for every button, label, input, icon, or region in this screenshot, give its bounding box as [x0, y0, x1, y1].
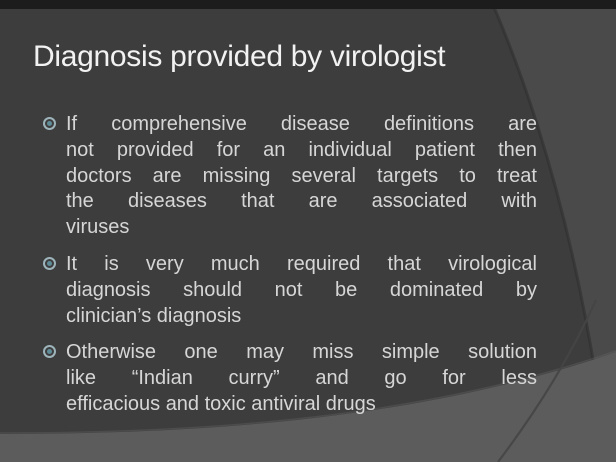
- bullet-line: Otherwise one may miss simple solution: [66, 341, 537, 364]
- bullet-list: [43, 112, 537, 429]
- bullet-line: doctors are missing several targets to treat: [66, 164, 537, 187]
- bullet-item: [43, 340, 537, 417]
- bullet-line: like “Indian curry” and go for less: [66, 367, 537, 390]
- bullet-line: the diseases that are associated with: [66, 190, 537, 213]
- bullet-line: viruses: [66, 216, 130, 239]
- bullet-circle-icon: [43, 257, 56, 270]
- bullet-dot-icon: [47, 121, 52, 126]
- bullet-line: not provided for an individual patient then: [66, 138, 537, 161]
- slide-title: Diagnosis provided by virologist: [33, 40, 446, 73]
- bullet-line: It is very much required that virological: [66, 252, 537, 275]
- bullet-line: If comprehensive disease definitions are: [66, 113, 537, 135]
- bullet-item: [43, 112, 537, 241]
- bullet-text: [66, 112, 537, 241]
- bullet-line: clinician’s diagnosis: [66, 304, 242, 327]
- top-bar: [0, 0, 616, 9]
- bullet-circle-icon: [43, 345, 56, 358]
- bullet-dot-icon: [47, 349, 52, 354]
- bullet-text: [66, 340, 537, 417]
- bullet-item: [43, 252, 537, 329]
- bullet-line: diagnosis should not be dominated by: [66, 278, 537, 301]
- bullet-dot-icon: [47, 261, 52, 266]
- bullet-circle-icon: [43, 117, 56, 130]
- bullet-text: [66, 252, 537, 329]
- bullet-line: efficacious and toxic antiviral drugs: [66, 392, 376, 415]
